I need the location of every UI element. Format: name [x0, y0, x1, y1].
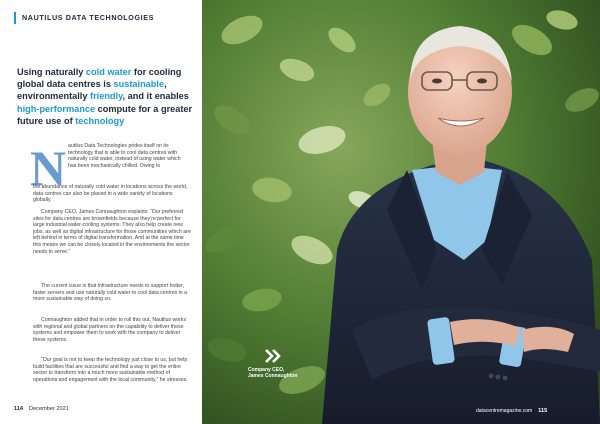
headline-highlight: technology — [75, 115, 125, 126]
headline-highlight: high-performance — [17, 103, 96, 114]
section-title: NAUTILUS DATA TECHNOLOGIES — [22, 13, 155, 22]
article-paragraph-lead: autilus Data Technologies prides itself on its technology that is able to cool data centres with naturally cold water, instead of using water which has been mechanically chilled. Owing to — [68, 143, 181, 169]
headline-highlight: friendly — [90, 91, 123, 102]
right-page-number: 115 — [538, 408, 548, 414]
article-paragraph: The current issue is that infrastructure needs to support hotter, faster servers and use naturally cold water to cool data centres in a more sustainable way of doing so. — [33, 283, 187, 303]
eye-left — [432, 79, 442, 84]
hand-right — [522, 327, 574, 352]
headline-segment: , environmentally — [17, 79, 167, 102]
headline-highlight: sustainable — [113, 79, 165, 90]
headline-segment: for cooling global data centres is — [17, 67, 182, 90]
headline-segment: compute for a greater future use of — [17, 103, 193, 126]
section-accent-bar — [14, 12, 16, 24]
article-paragraph: Connaughton added that in order to roll this out, Nautilus works with regional and global partners on the capability to deliver these systems and empower them to work with the company to deliver these systems. — [33, 317, 187, 343]
ceo-portrait-photo — [202, 0, 600, 424]
left-folio — [14, 406, 69, 412]
left-page-number: 114 — [14, 406, 24, 412]
caption-name: James Connaughton — [248, 373, 298, 380]
photo-caption — [248, 367, 297, 380]
right-folio — [476, 408, 547, 414]
portrait-illustration — [202, 0, 600, 424]
article-paragraph: “Our goal is not to keep the technology just close to us, but help build facilities that are successful and find a way to get the entire sector to transform into a much more sustainable method of operations and engagement with the local community,” he stresses. — [33, 357, 188, 383]
left-page — [0, 0, 202, 424]
article-paragraph-lead-tail: the abundance of naturally cold water in locations across the world, data centres can also be placed in a wide variety of locations globally. — [33, 184, 188, 204]
headline-highlight: cold water — [85, 67, 132, 77]
headline-segment: Using naturally — [17, 67, 86, 77]
issue-date: December 2021 — [29, 406, 69, 412]
drop-cap: N — [30, 140, 67, 196]
headline-segment: , and it enables — [122, 91, 189, 102]
caption-title: Company CEO, — [248, 367, 285, 373]
eye-right — [477, 79, 487, 84]
double-chevron-icon — [264, 349, 282, 363]
article-headline — [17, 66, 199, 127]
article-paragraph: Company CEO, James Connaughton explains: “Our preferred sites for data centres are brownfields because they’re perfect for large industrial water-cooling systems. They also help create new jobs, as well as digital infrastructure for those communities which are left behind in terms of digital transformation. And at the same time this means we can be closely located in the environments the sector needs to serve.” — [33, 209, 191, 255]
magazine-website: datacentremagazine.com — [476, 408, 533, 414]
